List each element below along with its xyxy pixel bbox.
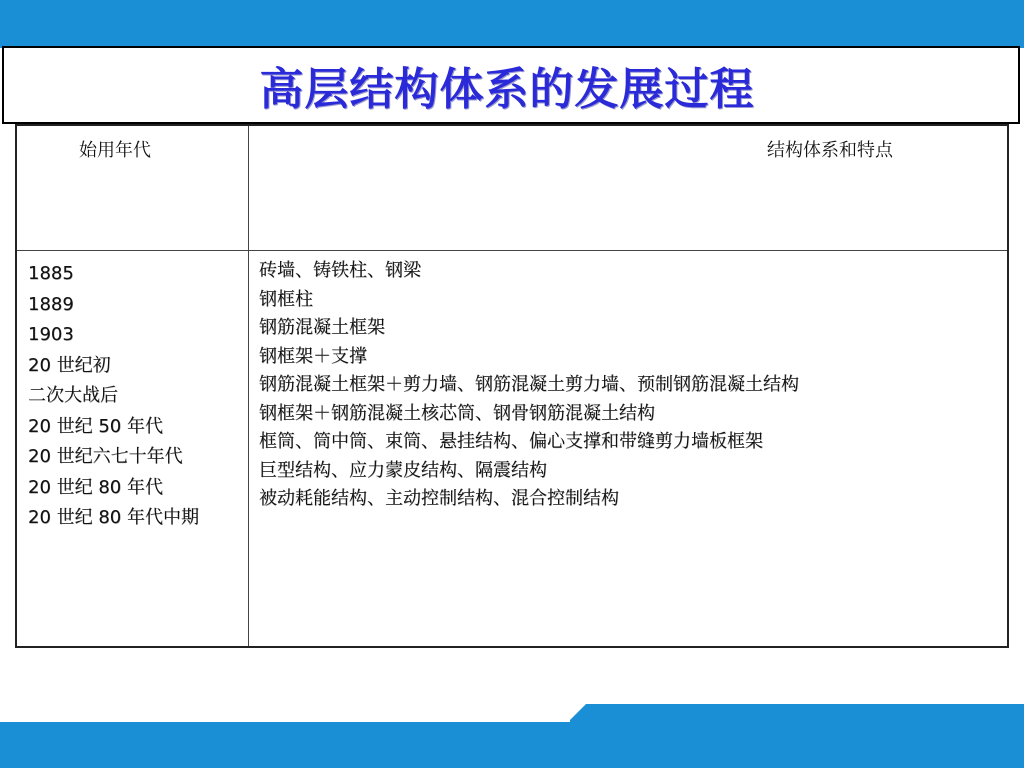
system-item: 钢筋混凝土框架 — [259, 317, 385, 338]
year-item: 20 世纪 80 年代 — [28, 476, 163, 498]
system-item: 钢框柱 — [259, 288, 313, 310]
year-item: 20 世纪六七十年代 — [28, 446, 183, 467]
year-item: 20 世纪 80 年代中期 — [28, 507, 199, 528]
header-years: 始用年代 — [79, 140, 151, 161]
system-item: 钢筋混凝土框架＋剪力墙、钢筋混凝土剪力墙、预制钢筋混凝土结构 — [259, 374, 799, 395]
bottom-white-tab — [0, 700, 570, 722]
bottom-white-slope — [568, 700, 590, 722]
system-item: 巨型结构、应力蒙皮结构、隔震结构 — [259, 459, 547, 481]
year-item: 1889 — [28, 293, 74, 315]
bottom-decoration — [0, 700, 1024, 768]
year-item: 1885 — [28, 263, 74, 284]
column-divider — [248, 126, 249, 646]
title-box — [2, 46, 1020, 124]
slide-title: 高层结构体系的发展过程 — [259, 64, 755, 115]
structure-history-table — [15, 124, 1009, 648]
systems-list — [259, 257, 999, 514]
system-item: 砖墙、铸铁柱、钢梁 — [259, 260, 421, 281]
year-item: 20 世纪初 — [28, 354, 111, 376]
system-item: 框筒、筒中筒、束筒、悬挂结构、偏心支撑和带缝剪力墙板框架 — [259, 431, 763, 452]
header-row-divider — [17, 250, 1007, 251]
years-list — [28, 259, 243, 534]
system-item: 钢框架＋支撑 — [259, 345, 367, 367]
year-item: 1903 — [28, 324, 74, 345]
system-item: 被动耗能结构、主动控制结构、混合控制结构 — [259, 488, 619, 509]
system-item: 钢框架＋钢筋混凝土核芯筒、钢骨钢筋混凝土结构 — [259, 402, 655, 424]
top-color-band — [0, 0, 1024, 48]
year-item: 二次大战后 — [28, 385, 118, 406]
header-structure: 结构体系和特点 — [767, 140, 893, 161]
year-item: 20 世纪 50 年代 — [28, 415, 163, 437]
